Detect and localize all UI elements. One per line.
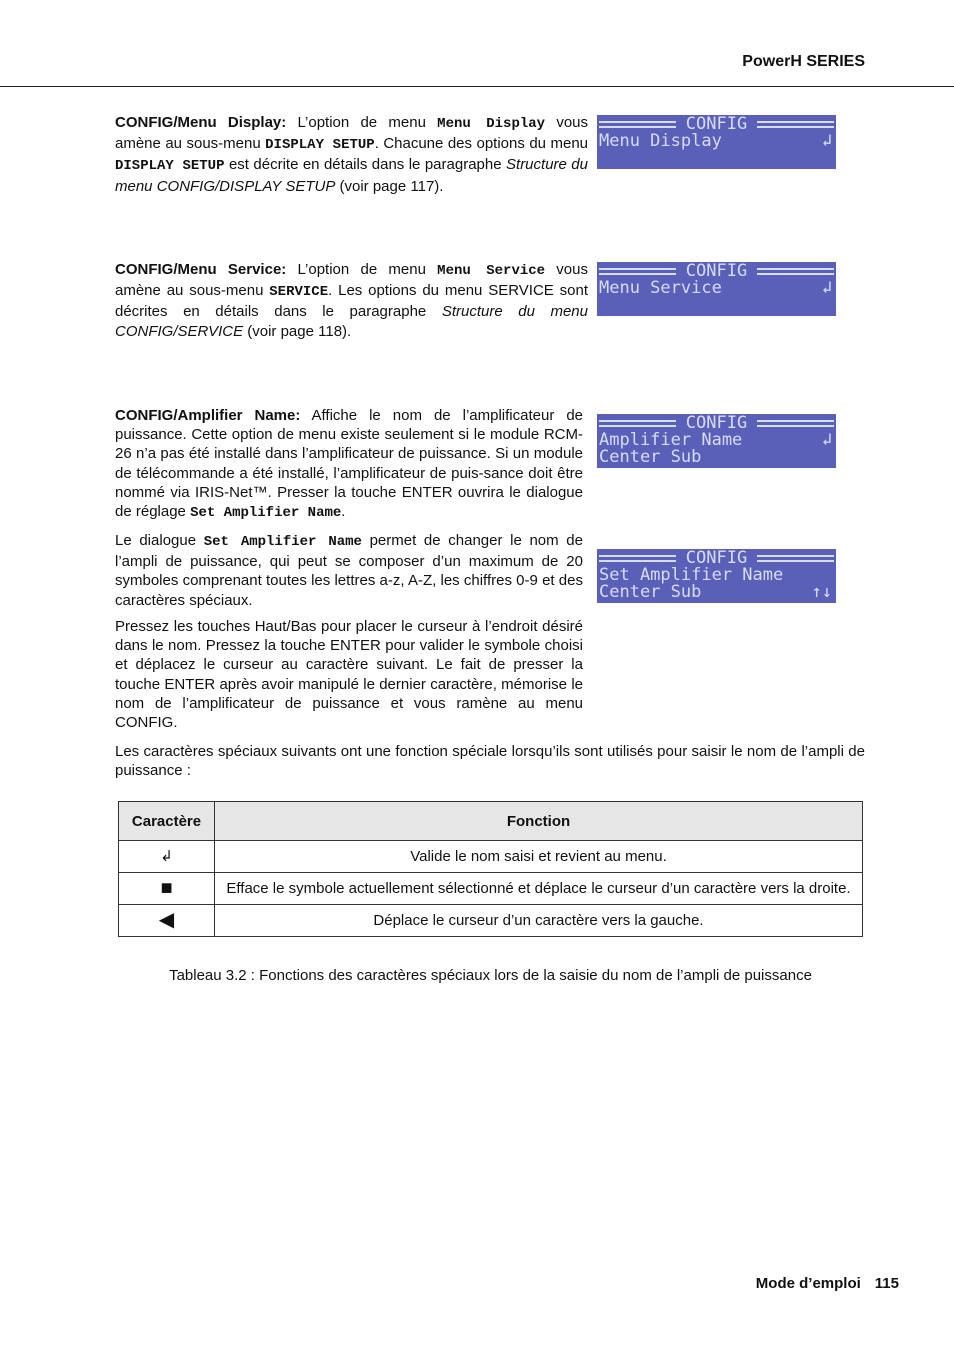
text: permet de changer le nom de l’ampli de puissance, qui peut se composer d’un maximum de 20 symboles comprenant toutes les lettres a-z, A-Z, les chiffres 0-9 et des caractères spéciaux. [115, 532, 583, 609]
lcd-title: CONFIG [685, 115, 748, 134]
label-amplifier-name: CONFIG/Amplifier Name: [115, 407, 301, 424]
function-description: Valide le nom saisi et revient au menu. [215, 841, 863, 873]
text: vous amène au sous-menu [115, 261, 588, 300]
text: vous amène au sous-menu [115, 114, 589, 153]
lcd-title: CONFIG [685, 549, 748, 568]
table-caption: Tableau 3.2 : Fonctions des caractères spéciaux lors de la saisie du nom de l’ampli de puissance [169, 967, 812, 984]
lcd-screen-menu-display [597, 115, 836, 169]
table-header-row [119, 802, 863, 841]
text: . Chacune des options du menu [374, 135, 588, 153]
text: L’option de menu [286, 261, 438, 278]
header-series-title: PowerH SERIES [742, 53, 865, 70]
function-description: Déplace le curseur d’un caractère vers la gauche. [215, 905, 863, 937]
up-down-arrows-icon: ↑↓ [811, 582, 832, 602]
code-term: DISPLAY SETUP [265, 137, 375, 154]
lcd-line: Amplifier Name [599, 430, 743, 450]
function-description: Efface le symbole actuellement sélectionné et déplace le curseur d’un caractère vers la droite. [215, 873, 863, 905]
text: L’option de menu [286, 114, 438, 131]
column-header-function: Fonction [215, 802, 863, 841]
lcd-line: Center Sub [599, 582, 702, 602]
text: . Les options du menu SERVICE sont décrites en détails dans le paragraphe [115, 282, 588, 321]
paragraph-amplifier-name [115, 406, 583, 523]
left-triangle-icon: ◀ [119, 905, 215, 937]
code-term: Set Amplifier Name [190, 505, 342, 522]
filled-square-icon: ■ [119, 873, 215, 905]
table-row [119, 905, 863, 937]
reference-text: Structure du menu CONFIG/DISPLAY SETUP [115, 156, 588, 195]
table-row [119, 873, 863, 905]
paragraph-menu-display [115, 113, 588, 196]
label-menu-service: CONFIG/Menu Service: [115, 261, 287, 278]
paragraph-set-amplifier-dialog [115, 531, 583, 610]
lcd-title: CONFIG [685, 262, 748, 281]
text: (voir page 117). [335, 177, 444, 195]
enter-symbol-icon: ↲ [821, 430, 832, 450]
code-term: DISPLAY SETUP [115, 158, 225, 175]
lcd-line: Center Sub [599, 447, 702, 467]
paragraph-menu-service [115, 260, 588, 341]
reference-text: Structure du menu CONFIG/SERVICE [115, 303, 588, 340]
header-divider [0, 86, 954, 87]
lcd-screen-amplifier-name [597, 414, 836, 468]
lcd-line: Menu Display [599, 131, 722, 151]
column-header-character: Caractère [119, 802, 215, 841]
text: (voir page 118). [243, 322, 352, 340]
label-menu-display: CONFIG/Menu Display: [115, 114, 287, 131]
code-term: Set Amplifier Name [203, 534, 362, 550]
footer [756, 1275, 899, 1292]
code-term: Menu Service [437, 263, 546, 279]
special-characters-table [118, 801, 863, 937]
enter-symbol-icon: ↲ [119, 841, 215, 873]
table-row [119, 841, 863, 873]
lcd-title: CONFIG [685, 414, 748, 433]
lcd-line: Menu Service [599, 278, 722, 298]
lcd-line: Set Amplifier Name [599, 565, 784, 585]
enter-symbol-icon: ↲ [821, 131, 832, 151]
lcd-screen-set-amplifier-name [597, 549, 836, 603]
enter-symbol-icon: ↲ [821, 278, 832, 298]
page-number: 115 [874, 1275, 899, 1292]
code-term: Menu Display [437, 116, 546, 132]
text: Le dialogue [115, 532, 204, 549]
lcd-screen-menu-service [597, 262, 836, 316]
text: Affiche le nom de l’amplificateur de puissance. Cette option de menu existe seulement si le module RCM-26 n’a pas été installé dans l’amplificateur de puissance. Si un module de télécommande a été installé, l’amplificateur de puis-sance doit être nommé via IRIS-Net™. Presser la touche ENTER ouvrira le dialogue de réglage [115, 407, 584, 521]
paragraph-special-chars: Les caractères spéciaux suivants ont une fonction spéciale lorsqu’ils sont utilisés pour saisir le nom de l’ampli de puissance : [115, 743, 865, 780]
code-term: SERVICE [269, 284, 329, 301]
paragraph-keys: Pressez les touches Haut/Bas pour placer le curseur à l’endroit désiré dans le nom. Pressez la touche ENTER pour valider le symbole choisi et déplacez le curseur au caractère suivant. Le fait de presser la touche ENTER après avoir manipulé le dernier caractère, mémorise le nom de l’amplificateur de puissance et vous ramène au menu CONFIG. [115, 618, 583, 732]
footer-label: Mode d’emploi [755, 1275, 861, 1292]
text: est décrite en détails dans le paragraphe [224, 156, 507, 174]
text: . [341, 503, 346, 521]
